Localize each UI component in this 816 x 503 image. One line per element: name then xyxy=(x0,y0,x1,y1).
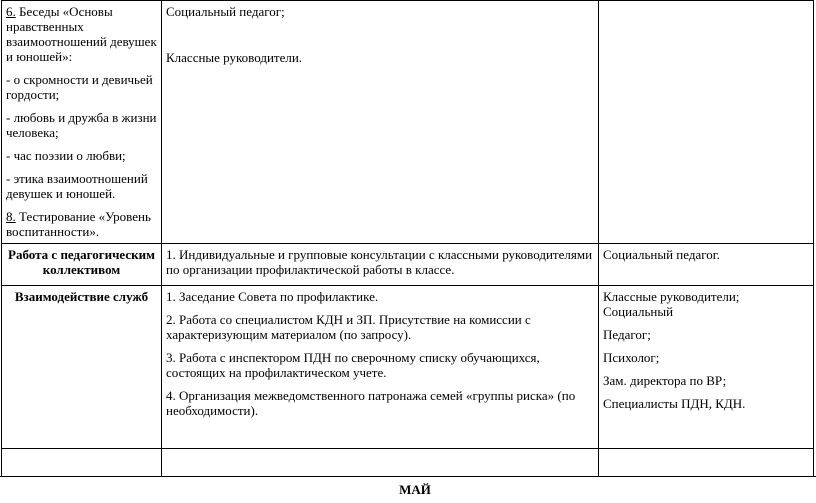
responsible-item: Классные руководители; Социальный xyxy=(603,289,740,319)
activity-item: - час поэзии о любви; xyxy=(6,148,126,163)
responsible-cell xyxy=(162,1,599,244)
responsible-item: Классные руководители. xyxy=(166,50,303,65)
activity-item: 1. Индивидуальные и групповые консультации с классными руководителями по организации профилактической работы в классе. xyxy=(166,247,593,277)
section-heading: Взаимодействие служб xyxy=(2,286,162,449)
responsible-item: Психолог; xyxy=(603,350,660,365)
empty-cell xyxy=(2,449,162,477)
work-plan-table xyxy=(1,0,814,477)
responsible-item: Специалисты ПДН, КДН. xyxy=(603,396,746,411)
empty-cell xyxy=(162,449,599,477)
responsible-item: Педагог; xyxy=(603,327,651,342)
month-label: МАЙ xyxy=(399,482,431,497)
empty-cell xyxy=(599,449,814,477)
empty-cell xyxy=(599,1,814,244)
responsible-cell xyxy=(599,244,814,286)
activity-cell xyxy=(162,244,599,286)
activity-item: 8. Тестирование «Уровень воспитанности». xyxy=(6,209,151,239)
activity-item: - о скромности и девичьей гордости; xyxy=(6,72,153,102)
section-heading: Работа с педагогическим коллективом xyxy=(2,244,162,286)
activity-item: - любовь и дружба в жизни человека; xyxy=(6,110,157,140)
responsible-item: Социальный педагог; xyxy=(166,4,285,19)
responsible-item: Социальный педагог. xyxy=(603,247,720,262)
responsible-item: Зам. директора по ВР; xyxy=(603,373,727,388)
responsible-cell xyxy=(599,286,814,449)
table-row xyxy=(2,286,814,449)
table-row xyxy=(2,244,814,286)
activity-item: 2. Работа со специалистом КДН и ЗП. Присутствие на комиссии с характеризующим материалом (по запросу). xyxy=(166,312,531,342)
activity-item: - этика взаимоотношений девушек и юношей. xyxy=(6,171,148,201)
activity-item: 1. Заседание Совета по профилактике. xyxy=(166,289,379,304)
table-row xyxy=(2,449,814,477)
month-header xyxy=(0,476,816,503)
activity-item: 6. Беседы «Основы нравственных взаимоотношений девушек и юношей»: xyxy=(6,4,157,64)
activity-cell xyxy=(162,286,599,449)
activity-item: 3. Работа с инспектором ПДН по сверочному списку обучающихся, состоящих на профилактическом учете. xyxy=(166,350,540,380)
activity-item: 4. Организация межведомственного патронажа семей «группы риска» (по необходимости). xyxy=(166,388,576,418)
table-row xyxy=(2,1,814,244)
activity-cell xyxy=(2,1,162,244)
